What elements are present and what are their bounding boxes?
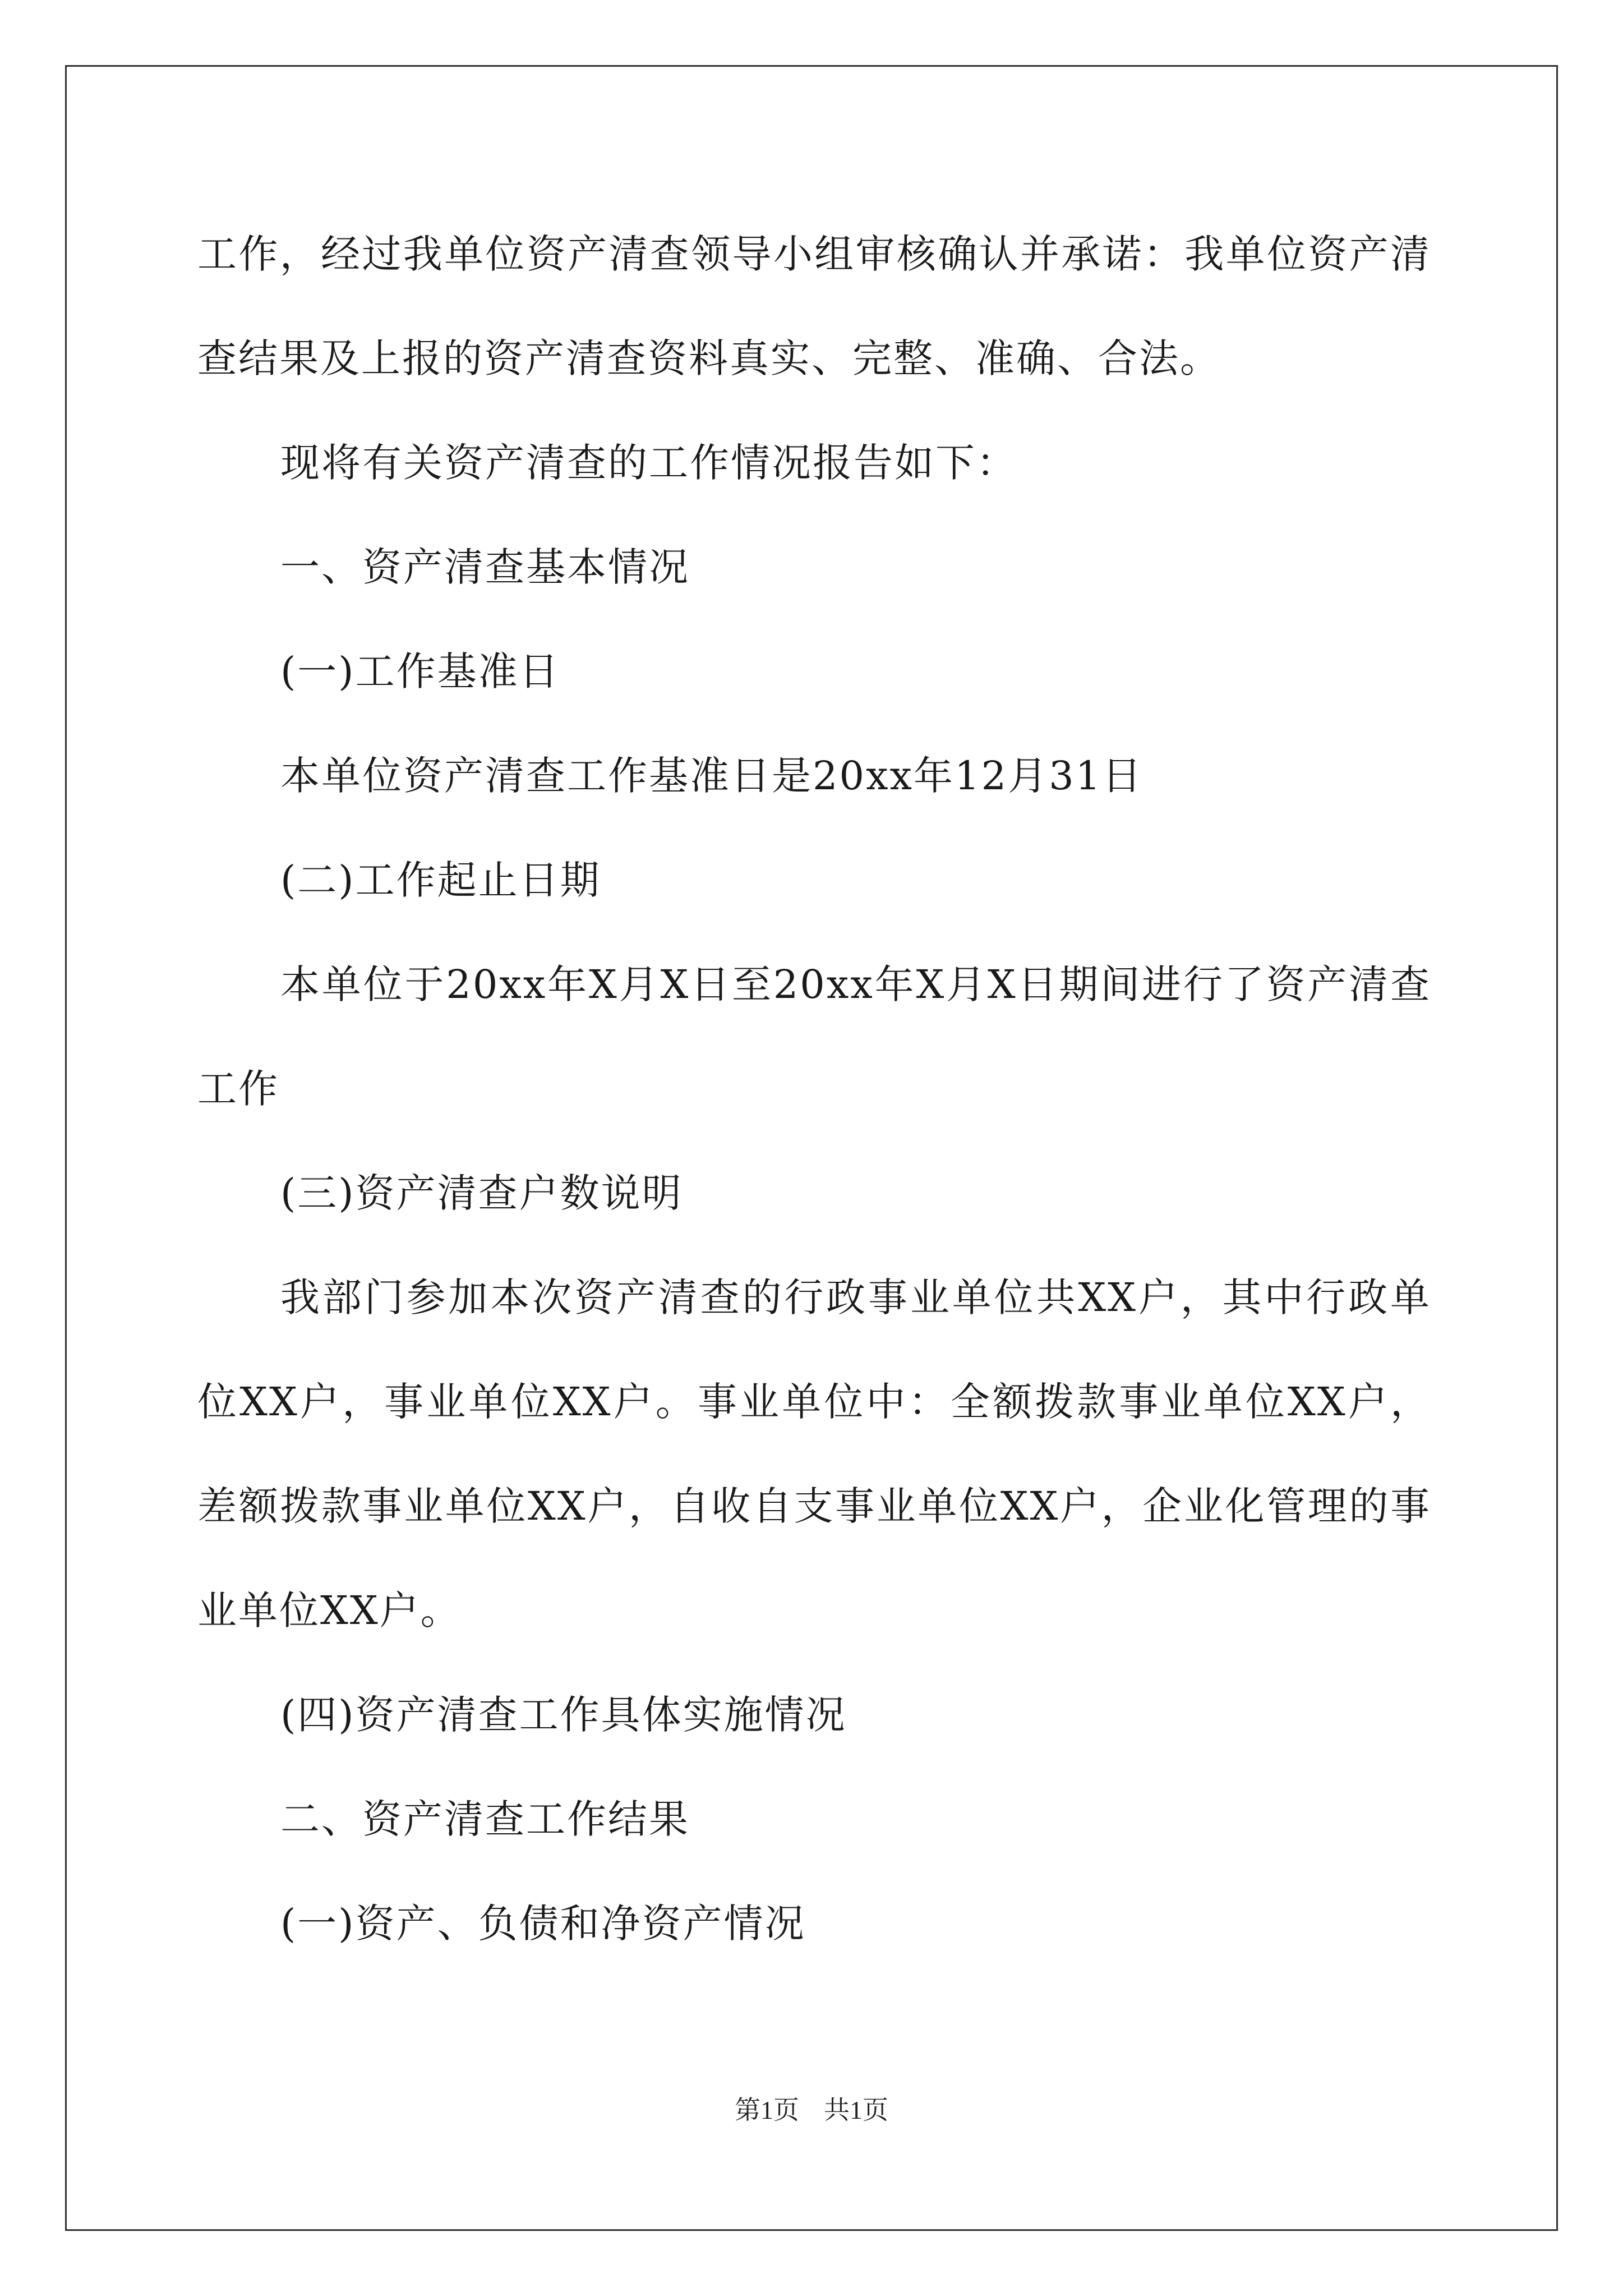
document-body [197,202,1431,1976]
subsection-heading: (一)资产、负债和净资产情况 [280,1901,806,1947]
page-footer [0,2093,1623,2127]
page-total: 共1页 [824,2096,888,2124]
paragraph: 本单位资产清查工作基准日是20xx年12月31日 [280,753,1144,799]
paragraph: 本单位于20xx年X月X日至20xx年X月X日期间进行了资产清查工作 [197,961,1431,1112]
subsection-heading: (三)资产清查户数说明 [280,1170,683,1216]
subsection-heading: (二)工作起止日期 [280,857,601,903]
paragraph: 现将有关资产清查的工作情况报告如下： [280,440,1017,486]
subsection-heading: (一)工作基准日 [280,648,560,694]
subsection-heading: (四)资产清查工作具体实施情况 [280,1692,847,1738]
section-heading: 一、资产清查基本情况 [280,544,690,590]
paragraph: 我部门参加本次资产清查的行政事业单位共XX户，其中行政单位XX户，事业单位XX户。事业单位中：全额拨款事业单位XX户，差额拨款事业单位XX户，自收自支事业单位XX户，企业化管理的事业单位XX户。 [197,1274,1431,1634]
paragraph: 工作，经过我单位资产清查领导小组审核确认并承诺：我单位资产清查结果及上报的资产清查资料真实、完整、准确、合法。 [197,231,1431,381]
section-heading: 二、资产清查工作结果 [280,1796,690,1842]
page-number: 第1页 [735,2096,799,2124]
